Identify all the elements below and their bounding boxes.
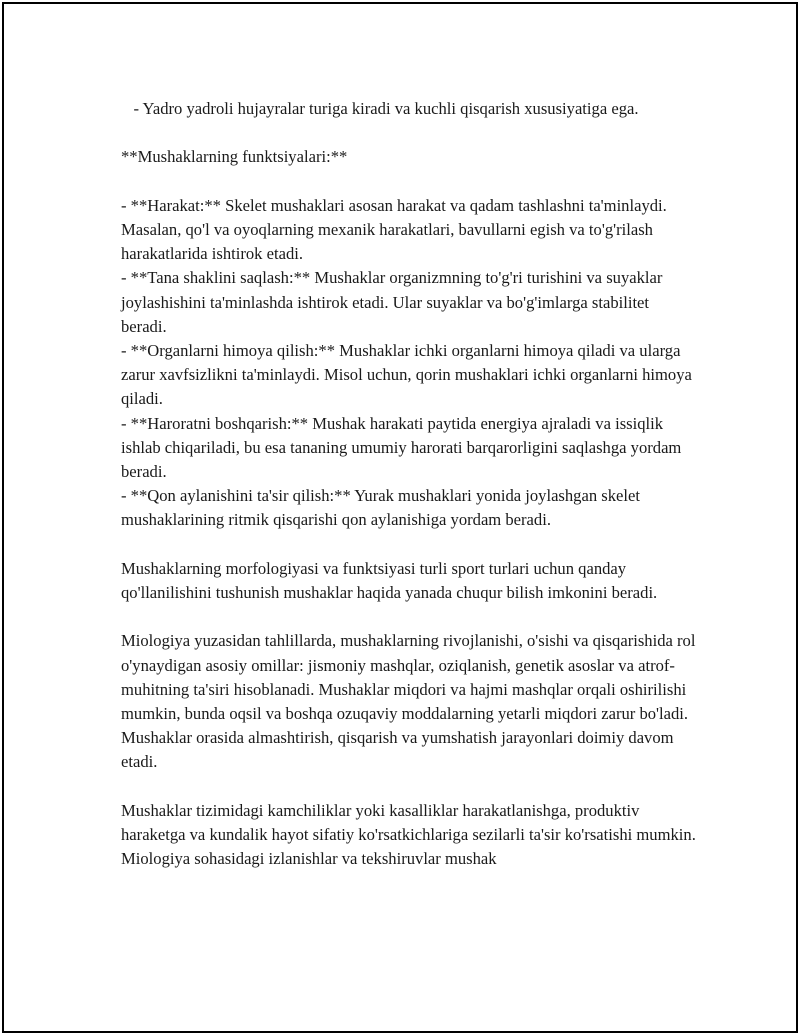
page-frame [2,2,798,1033]
intro-line: - Yadro yadroli hujayralar turiga kiradi va kuchli qisqarish xususiyatiga ega. [121,99,639,118]
blank-line [121,121,696,145]
document-body [121,97,700,871]
function-item-circulation: - **Qon aylanishini ta'sir qilish:** Yurak mushaklari yonida joylashgan skelet mushaklarining ritmik qisqarishi qon aylanishiga yordam beradi. [121,486,645,530]
paragraph-deficiencies: Mushaklar tizimidagi kamchiliklar yoki kasalliklar harakatlanishga, produktiv haraketga va kundalik hayot sifatiy ko'rsatkichlariga sezilarli ta'sir ko'rsatishi mumkin. Miologiya sohasidagi izlanishlar va tekshiruvlar mushak [121,800,700,869]
blank-line [121,170,696,194]
function-item-movement: - **Harakat:** Skelet mushaklari asosan harakat va qadam tashlashni ta'minlaydi. Masalan, qo'l va oyoqlarning mexanik harakatlari, bavullarni egish va to'g'rilash harakatlarida ishtirok etadi. [121,195,671,264]
blank-line [121,775,696,799]
functions-heading: **Mushaklarning funktsiyalari:** [121,147,348,167]
blank-line [121,533,696,557]
function-item-organ-protection: - **Organlarni himoya qilish:** Mushaklar ichki organlarni himoya qiladi va ularga zarur xavfsizlikni ta'minlaydi. Misol uchun, qorin mushaklari ichki organlarni himoya qiladi. [121,341,697,409]
function-item-posture: - **Tana shaklini saqlash:** Mushaklar organizmning to'g'ri turishini va suyaklar joylashishini ta'minlashda ishtirok etadi. Ular suyaklar va bo'g'imlarga stabilitet beradi. [121,268,667,336]
blank-line [121,605,696,629]
function-item-temperature: - **Haroratni boshqarish:** Mushak harakati paytida energiya ajraladi va issiqlik ishlab chiqariladi, bu esa tananing umumiy harorati barqarorligini saqlashga yordam beradi. [121,413,686,482]
paragraph-miology-analysis: Miologiya yuzasidan tahlillarda, mushaklarning rivojlanishi, o'sishi va qisqarishida rol o'ynaydigan asosiy omillar: jismoniy mashqlar, oziqlanish, genetik asoslar va atrof-muhitning ta'siri hisoblanadi. Mushaklar miqdori va hajmi mashqlar orqali oshirilishi mumkin, bunda oqsil va boshqa ozuqaviy moddalarning yetarli miqdori zarur bo'ladi. Mushaklar orasida almashtirish, qisqarish va yumshatish jarayonlari doimiy davom etadi. [121,631,700,772]
paragraph-morphology: Mushaklarning morfologiyasi va funktsiyasi turli sport turlari uchun qanday qo'llanilishini tushunish mushaklar haqida yanada chuqur bilish imkonini beradi. [121,558,658,603]
